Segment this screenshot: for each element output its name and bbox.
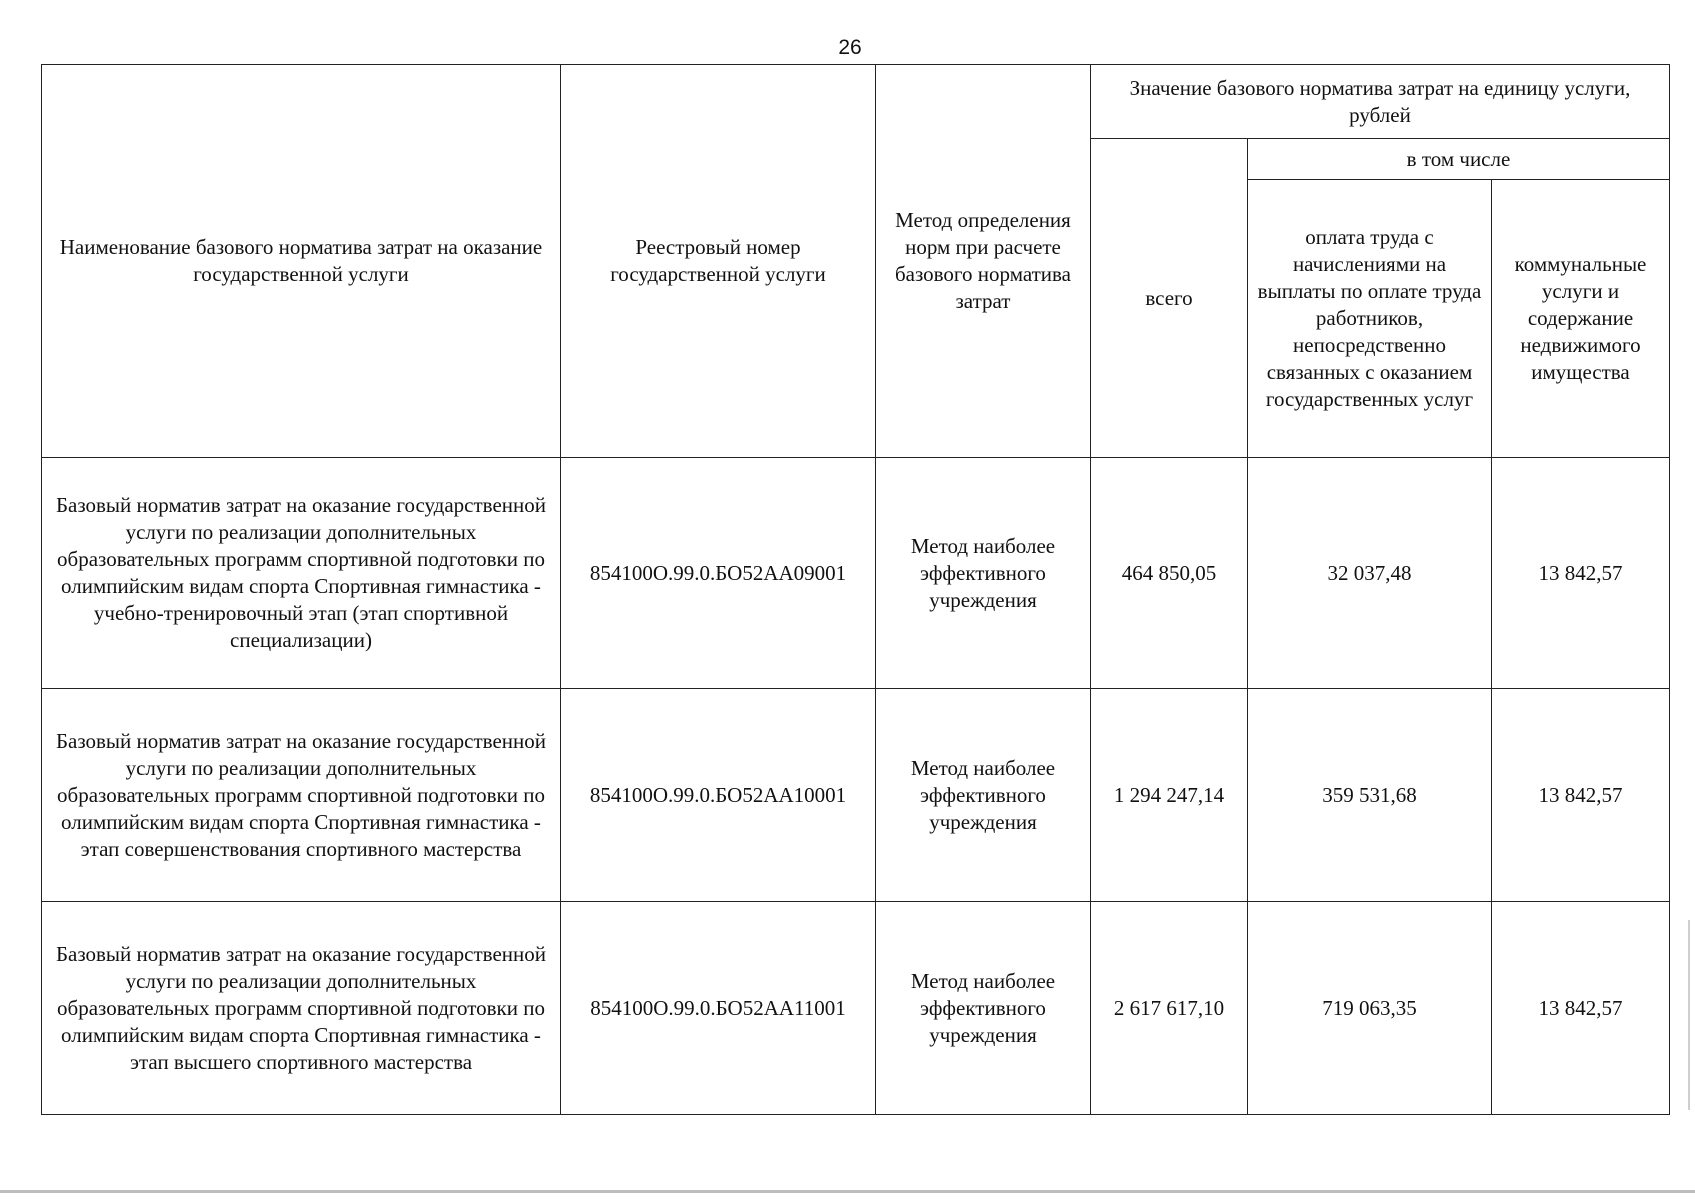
header-including: в том числе — [1248, 139, 1670, 180]
header-labor: оплата труда с начислениями на выплаты по оплате труда работников, непосредственно связанных с оказанием государственных услуг — [1248, 180, 1492, 458]
header-total: всего — [1091, 139, 1248, 458]
header-utilities: коммунальные услуги и содержание недвижимого имущества — [1492, 180, 1670, 458]
cell-utilities: 13 842,57 — [1492, 458, 1670, 689]
scan-bottom-edge — [0, 1190, 1695, 1193]
header-registry: Реестровый номер государственной услуги — [561, 65, 876, 458]
page-number: 26 — [838, 36, 862, 59]
cell-labor: 359 531,68 — [1248, 689, 1492, 902]
cell-utilities: 13 842,57 — [1492, 689, 1670, 902]
cell-utilities: 13 842,57 — [1492, 902, 1670, 1115]
cost-norms-table — [41, 64, 1670, 1115]
table-row — [42, 689, 1670, 902]
cell-labor: 719 063,35 — [1248, 902, 1492, 1115]
cell-name: Базовый норматив затрат на оказание государственной услуги по реализации дополнительных образовательных программ спортивной подготовки по олимпийским видам спорта Спортивная гимнастика - этап высшего спортивного мастерства — [42, 902, 561, 1115]
cell-total: 1 294 247,14 — [1091, 689, 1248, 902]
cell-method: Метод наиболее эффективного учреждения — [876, 902, 1091, 1115]
cell-name: Базовый норматив затрат на оказание государственной услуги по реализации дополнительных образовательных программ спортивной подготовки по олимпийским видам спорта Спортивная гимнастика - учебно-тренировочный этап (этап спортивной специализации) — [42, 458, 561, 689]
cell-registry: 854100О.99.0.БО52АА10001 — [561, 689, 876, 902]
cell-labor: 32 037,48 — [1248, 458, 1492, 689]
scan-right-edge — [1688, 920, 1690, 1110]
table-row — [42, 458, 1670, 689]
cell-total: 2 617 617,10 — [1091, 902, 1248, 1115]
cell-method: Метод наиболее эффективного учреждения — [876, 689, 1091, 902]
header-method: Метод определения норм при расчете базового норматива затрат — [876, 65, 1091, 458]
cell-total: 464 850,05 — [1091, 458, 1248, 689]
cell-registry: 854100О.99.0.БО52АА11001 — [561, 902, 876, 1115]
header-row-1 — [42, 65, 1670, 139]
cell-registry: 854100О.99.0.БО52АА09001 — [561, 458, 876, 689]
header-name: Наименование базового норматива затрат на оказание государственной услуги — [42, 65, 561, 458]
table-row — [42, 902, 1670, 1115]
cell-method: Метод наиболее эффективного учреждения — [876, 458, 1091, 689]
header-value-group: Значение базового норматива затрат на единицу услуги, рублей — [1091, 65, 1670, 139]
cell-name: Базовый норматив затрат на оказание государственной услуги по реализации дополнительных образовательных программ спортивной подготовки по олимпийским видам спорта Спортивная гимнастика - этап совершенствования спортивного мастерства — [42, 689, 561, 902]
